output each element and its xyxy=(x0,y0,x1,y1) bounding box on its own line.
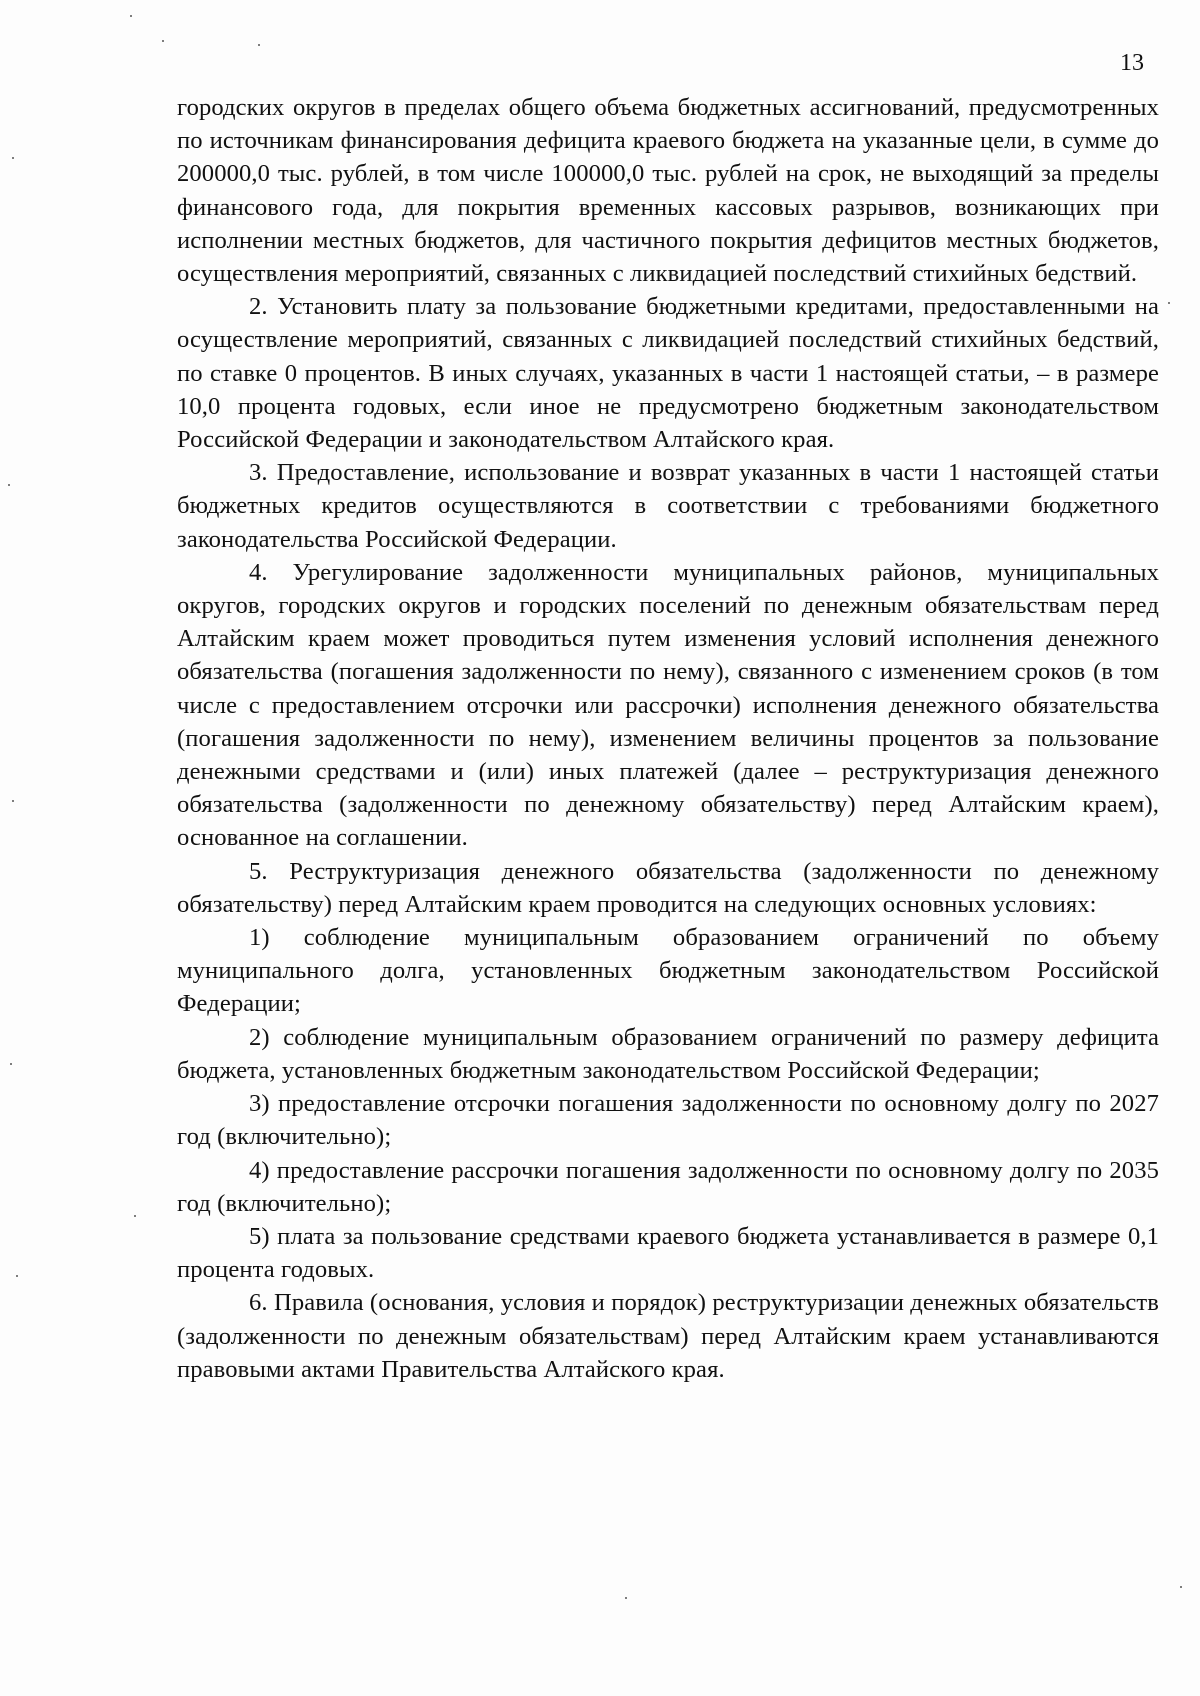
document-body xyxy=(177,91,1159,1386)
scan-speck xyxy=(134,1215,136,1217)
list-item: 4) предоставление рассрочки погашения задолженности по основному долгу по 2035 год (включительно); xyxy=(177,1156,1159,1217)
scan-speck xyxy=(162,40,164,42)
scan-speck xyxy=(12,800,14,802)
paragraph: 4. Урегулирование задолженности муниципальных районов, муниципальных округов, городских округов и городских поселений по денежным обязательствам перед Алтайским краем может проводиться путем изменения условий исполнения денежного обязательства (погашения задолженности по нему), связанного с изменением сроков (в том числе с предоставлением отсрочки или рассрочки) исполнения денежного обязательства (погашения задолженности по нему), изменением величины процентов за пользование денежными средствами и (или) иных платежей (далее – реструктуризация денежного обязательства (задолженности по денежному обязательству) перед Алтайским краем), основанное на соглашении. xyxy=(177,558,1159,852)
scan-speck xyxy=(1180,1586,1182,1588)
paragraph: городских округов в пределах общего объема бюджетных ассигнований, предусмотренных по источникам финансирования дефицита краевого бюджета на указанные цели, в сумме до 200000,0 тыс. рублей, в том числе 100000,0 тыс. рублей на срок, не выходящий за пределы финансового года, для покрытия временных кассовых разрывов, возникающих при исполнении местных бюджетов, для частичного покрытия дефицитов местных бюджетов, осуществления мероприятий, связанных с ликвидацией последствий стихийных бедствий. xyxy=(177,94,1159,288)
scan-speck xyxy=(10,1063,12,1065)
list-item: 2) соблюдение муниципальным образованием ограничений по размеру дефицита бюджета, установленных бюджетным законодательством Российской Федерации; xyxy=(177,1023,1159,1084)
scan-speck xyxy=(12,157,14,159)
scan-speck xyxy=(625,1597,627,1599)
list-item: 1) соблюдение муниципальным образованием ограничений по объему муниципального долга, установленных бюджетным законодательством Российской Федерации; xyxy=(177,924,1159,1018)
scan-speck xyxy=(1168,302,1170,304)
paragraph: 5. Реструктуризация денежного обязательства (задолженности по денежному обязательству) перед Алтайским краем проводится на следующих основных условиях: xyxy=(177,857,1159,918)
page-number: 13 xyxy=(1120,50,1144,76)
list-item: 3) предоставление отсрочки погашения задолженности по основному долгу по 2027 год (включительно); xyxy=(177,1090,1159,1151)
scan-speck xyxy=(8,484,10,486)
list-item: 5) плата за пользование средствами краевого бюджета устанавливается в размере 0,1 процента годовых. xyxy=(177,1222,1159,1284)
paragraph: 6. Правила (основания, условия и порядок) реструктуризации денежных обязательств (задолженности по денежным обязательствам) перед Алтайским краем устанавливаются правовыми актами Правительства Алтайского края. xyxy=(177,1289,1159,1383)
paragraph: 3. Предоставление, использование и возврат указанных в части 1 настоящей статьи бюджетных кредитов осуществляются в соответствии с требованиями бюджетного законодательства Российской Федерации. xyxy=(177,459,1159,553)
scan-speck xyxy=(16,1275,18,1277)
scan-speck xyxy=(130,15,132,17)
scan-speck xyxy=(258,44,260,46)
paragraph: 2. Установить плату за пользование бюджетными кредитами, предоставленными на осуществление мероприятий, связанных с ликвидацией последствий стихийных бедствий, по ставке 0 процентов. В иных случаях, указанных в части 1 настоящей статьи, – в размере 10,0 процента годовых, если иное не предусмотрено бюджетным законодательством Российской Федерации и законодательством Алтайского края. xyxy=(177,293,1159,454)
